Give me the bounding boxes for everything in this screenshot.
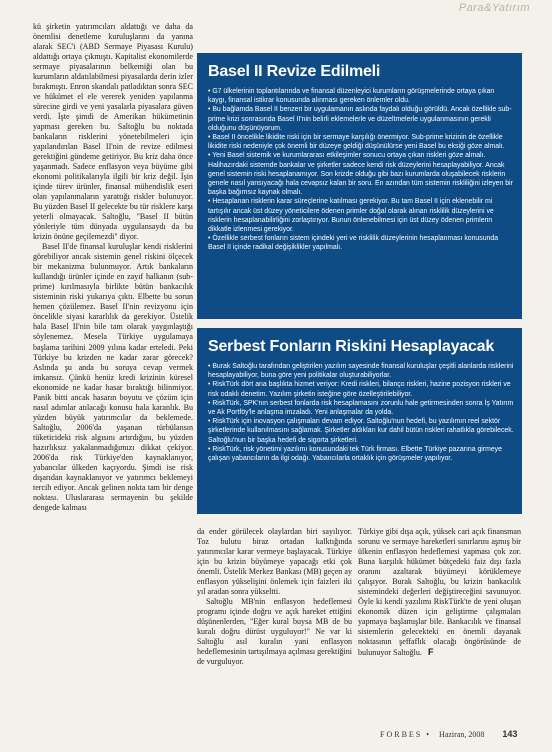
right-column [358, 527, 521, 658]
page-number: 143 [502, 729, 518, 739]
riskturk-item: • RiskTürk, SPK'nın serbest fonlarda risk hesaplamasını zorunlu hale getirmesinden sonra İş Yatırım ve Ak Portföy'le anlaşma imzaladı. Yeni anlaşmalar da yolda. [208, 399, 514, 417]
right-paragraph-text: Türkiye gibi dışa açık, yüksek cari açık finansman sorunu ve sermaye hareketleri sınırlarını aşmış bir ülkenin enflasyon hedeflemesi yapması çok zor. Buna karşılık hükümet bütçedeki faiz dışı fazla oranını azaltarak büyümeyi körüklemeye çalışıyor. Burak Saltoğlu, bu krizin bankacılık sistemindeki değerleri değiştireceğini savunuyor. Öyle ki kendi yazılımı RiskTürk'te de yeni oluşan ekonomik düzen için geliştirme çalışmaları yapmaya başlamışlar bile. Bankacılık ve finansal sistemlerin gelecekteki en önemli dayanak noktasının şeffaflık olacağı öngörüsünde de bulunuyor Saltoğlu. [358, 527, 521, 658]
section-tag: Para&Yatırım [458, 2, 530, 14]
basel-item: • Yeni Basel sistemik ve kurumlararası etkileşimler sonucu ortaya çıkan riskleri göze almalı. Halihazırdaki sistemde bankalar ve şirketler sadece kendi risk düzeylerini hesaplayabiliyor. Ancak genel sistemin riski hesaplanamıyor. Son krizde olduğu gibi bazı kurumlarda oluşabilecek risklerin genele nasıl yansıyacağı hala cevapsız kalan bir soru. En azından tüm sistemin riskliliğini izleyen bir başka bağımsız kaynak olmalı. [208, 152, 513, 197]
middle-paragraph-1: da ender görülecek olaylardan biri sayılıyor. Toz bulutu biraz ortadan kalktığında yatırımcılar karar vermeye başlayacak. Türkiye için bu krizin büyümeye yapacağı etki çok önemli. Üstelik Merkez Bankası (MB) geçen ay enflasyon yükselişini önlemek için faizleri iki yıl aradan sonra yükseltti. [197, 527, 352, 597]
left-paragraph-1: kü şirketin yatırımcıları aldattığı ve daha da önemlisi denetleme kuruluşlarını da yanına alarak SEC'i (ABD Sermaye Piyasası Kurulu) aldattığı ortaya çıkmıştı. Kapitalist ekonomilerde sermaye piyasalarının belkemiği olan bu kurumların aldatılabilmesi piyasalarda derin izler bırakmıştı. Enron skandalı patladıktan sonra SEC ve hükümet el ele vererek yeniden yapılanma sürecine girdi ve yeni yasalarla piyasalara güven verdi. İşte şimdi de Amerikan hükümetinin yapması gereken bu. Saltoğlu bu noktada bankaların risklerini yönetebilmeleri için yapılandırılan Basel II'nin de revize edilmesi gerektiğini gündeme getiriyor. Bu kriz daha önce yaşanmadı. Sadece enflasyon veya büyüme gibi ekonomi politikalarıyla ilgili bir kriz değil. İşin içinde türev ürünler, finansal mühendislik eseri olan yapılanmaların yarattığı riskler bulunuyor. Bu yüzden Basel II gelecekte bu tür risklere karşı yeterli olmayacak. Saltoğlu, "Basel II bütün yönleriyle tüm dünyada uygulansaydı da bu krizin önüne geçilemezdi" diyor. [33, 22, 193, 242]
page-footer: FORBES • Haziran, 2008 143 [380, 729, 518, 739]
sidebar-box-hedge-funds [197, 328, 522, 514]
left-paragraph-2: Basel II'de finansal kuruluşlar kendi risklerini görebiliyor ancak sistemin genel riskini ölçecek bir mekanizma bulunmuyor. Artık bankaların kullandığı ürünler içinde en zayıf halkanın (sub-prime) kırılmasıyla birlikte bütün bankacılık sisteminin riski yukarıya çıktı. Elbette bu sorun hemen çözülemez. Basel II'nin revizyonu için öncelikle siyasi kararlılık da gerekiyor. Üstelik hala Basel II'nin bile tam olarak yaygınlaştığı söylenemez. Mesela Türkiye uygulamaya başlama tarihini 2009 yılına kadar erteledi. Peki Türkiye bu krizden ne kadar zarar görecek? Aslında şu anda bu soruya cevap vermek imkansız. Çünkü henüz kredi krizinin küresel ekonomide ne kadar hasar bıraktığı bilinmiyor. Panik bitti ancak hasarın boyutu ve çözüm için nasıl adımlar atılacağı konusu hala karanlık. Bu yüzden büyük yatırımcılar da beklemede. Saltoğlu, 2006'da yaşanan türbülansın tüketicideki risk algısını artırdığını, bu yüzden hazırlıksız yakalanmadığımızı dikkat çekiyor. 2006'da risk Türkiye'den kaynaklanıyor, yabancılar ülkeden kaçıyordu. Şimdi ise risk dışarıdan kaynaklanıyor ve yatırımcı beklemeyi tercih ediyor. Ancak gelinen nokta tam bir denge noktası. Uluslararası sermayenin bu şekilde dengede kalması [33, 242, 193, 512]
box-items-basel [197, 87, 522, 253]
basel-item: • Bu bağlamda Basel II benzeri bir uygulamanın aslında faydalı olduğu görüldü. Ancak özellikle sub-prime krizi sonrasında Basel II'nin belirli eklemelerle ve düzeltmelerle uygulanmasının gerekli olduğunu düşünüyorum. [208, 106, 512, 132]
basel-item: • Hesaplanan risklerin karar süreçlerine katılması gerekiyor. Bu tam Basel II için eklenebilir mi tartışılır ancak üst düzey yöneticilere ödenen primler doğal olarak alınan risklilik düzeylerini ve risklerin hesaplanabilirliğini zorlaştırıyor. Bunun önlenebilmesi için üst düzey ödenen primlerin dikkatle izlenmesi gerekiyor. [208, 198, 494, 234]
end-mark: F [427, 647, 434, 658]
left-column [33, 22, 193, 513]
riskturk-item: • Burak Saltoğlu tarafından geliştirilen yazılım sayesinde finansal kuruluşlar çeşitli alanlarda risklerini hesaplayabiliyor, buna göre yeni politikalar oluşturabiliyorlar. [208, 363, 514, 380]
middle-column [197, 527, 352, 667]
middle-paragraph-2: Saltoğlu MB'nin enflasyon hedeflemesi programı içinde doğru ve açık hareket ettiğini düşünenlerden, "Eğer kural buysa MB de bu kuralı doğru dürüst uyguluyor!" Ne var ki Saltoğlu asıl kuralın yani enflasyon hedeflemesinin tartışılmaya açılması gerektiğini de vurguluyor. [197, 597, 352, 667]
sidebar-box-basel [197, 53, 522, 319]
footer-magazine: FORBES [380, 730, 423, 739]
basel-item: • Özellikle serbest fonların sistem içindeki yeri ve risklilik düzeylerinin hesaplanması konusunda Basel II içinde radikal değişiklikler yapılmalı. [208, 235, 499, 252]
box-title-hedge-funds: Serbest Fonların Riskini Hesaplayacak [208, 338, 495, 355]
basel-item: • G7 ülkelerinin toplantılarında ve finansal düzenleyici kurumların görüşmelerinde ortaya çıkan kaygı, finansal istikrar konusunda alınması gereken önlemler oldu. [208, 88, 495, 105]
basel-item: • Basel II öncelikle likidite riski için bir sermaye karşılığı önermiyor. Sub-prime krizinin de özellikle likidite riski nedeniyle çok önemli bir düzeye geldiği düşünülürse yeni Basel bu eksiği göze almalı. [208, 134, 505, 151]
riskturk-item: • RiskTürk için inovasyon çalışmaları devam ediyor. Saltoğlu'nun hedefi, bu yazılımın reel sektör şirketlerinde kullanılmasını sağlamak. Şirketler aldıkları kur dahil bütün riskleri rahatlıkla görebilecek. Saltoğlu'nun bir başka hedefi de sigorta şirketleri. [208, 418, 514, 444]
box-items-hedge-funds [197, 362, 522, 463]
box-title-basel: Basel II Revize Edilmeli [208, 63, 381, 80]
footer-date: Haziran, 2008 [439, 730, 485, 739]
riskturk-item: • RiskTürk dört ana başlıkta hizmet veriyor: Kredi riskleri, bilanço riskleri, hazine pozisyon riskleri ve risk odaklı denetim. Yazılım şirketin isteğine göre özelleştirilebiliyor. [208, 381, 511, 398]
right-paragraph-1 [358, 527, 521, 658]
riskturk-item: • RiskTürk, risk yönetimi yazılımı konusundaki tek Türk firması. Elbette Türkiye pazarına girmeye çalışan yabancıların da ilgi odağı. Yabancılarla ortaklık için görüşmeler yapılıyor. [208, 445, 502, 463]
